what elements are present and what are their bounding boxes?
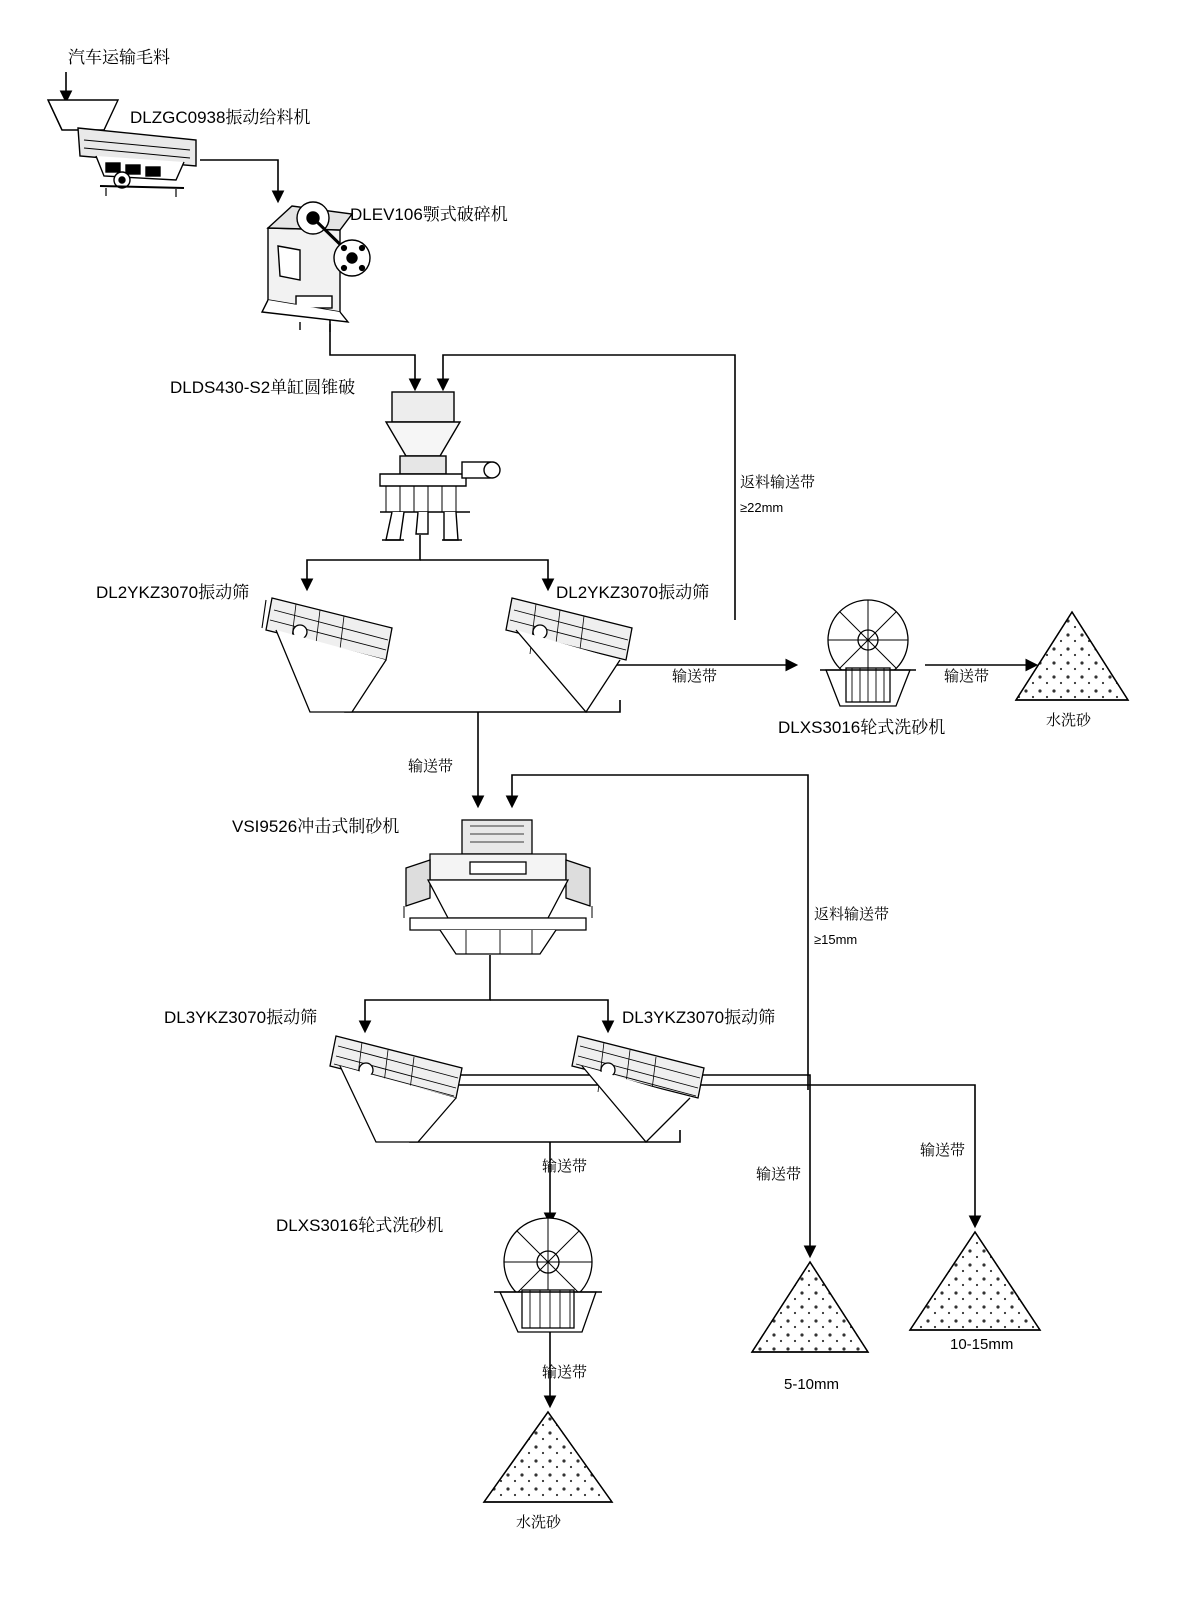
edge-label-conveyor-to-pile-10-15: 输送带 [920,1142,966,1159]
node-label-screen-2ykz-left: DL2YKZ3070振动筛 [96,583,250,602]
pile-label-washed-sand-bottom: 水洗砂 [516,1514,562,1531]
node-label-sand-washer-bottom: DLXS3016轮式洗砂机 [276,1216,444,1235]
node-label-vsi-crusher: VSI9526冲击式制砂机 [232,817,400,836]
node-label-screen-2ykz-right: DL2YKZ3070振动筛 [556,583,710,602]
edge-label-return-22mm-line1: 返料输送带 [740,474,816,491]
node-label-screen-3ykz-left: DL3YKZ3070振动筛 [164,1008,318,1027]
node-label-cone-crusher: DLDS430-S2单缸圆锥破 [170,378,356,397]
node-label-feed-source: 汽车运输毛料 [68,48,170,67]
edge-label-conveyor-washer-top-out: 输送带 [944,668,990,685]
edge-label-conveyor-to-washer-top: 输送带 [672,668,718,685]
edge-label-return-15mm-line2: ≥15mm [814,932,858,947]
node-label-jaw-crusher: DLEV106颚式破碎机 [350,205,508,224]
edge-label-conveyor-to-pile-5-10: 输送带 [756,1166,802,1183]
edge-label-conveyor-washer-bottom-out: 输送带 [542,1364,588,1381]
edge-label-return-22mm-line2: ≥22mm [740,500,784,515]
edge-label-return-15mm-line1: 返料输送带 [814,906,890,923]
pile-label-5-10mm: 5-10mm [784,1376,840,1393]
node-label-screen-3ykz-right: DL3YKZ3070振动筛 [622,1008,776,1027]
node-label-sand-washer-top: DLXS3016轮式洗砂机 [778,718,946,737]
edge-label-conveyor-to-washer-bottom: 输送带 [542,1158,588,1175]
pile-label-10-15mm: 10-15mm [950,1336,1014,1353]
node-label-vibrating-feeder: DLZGC0938振动给料机 [130,108,311,127]
pile-label-washed-sand-top: 水洗砂 [1046,712,1092,729]
edge-label-conveyor-to-vsi: 输送带 [408,758,454,775]
